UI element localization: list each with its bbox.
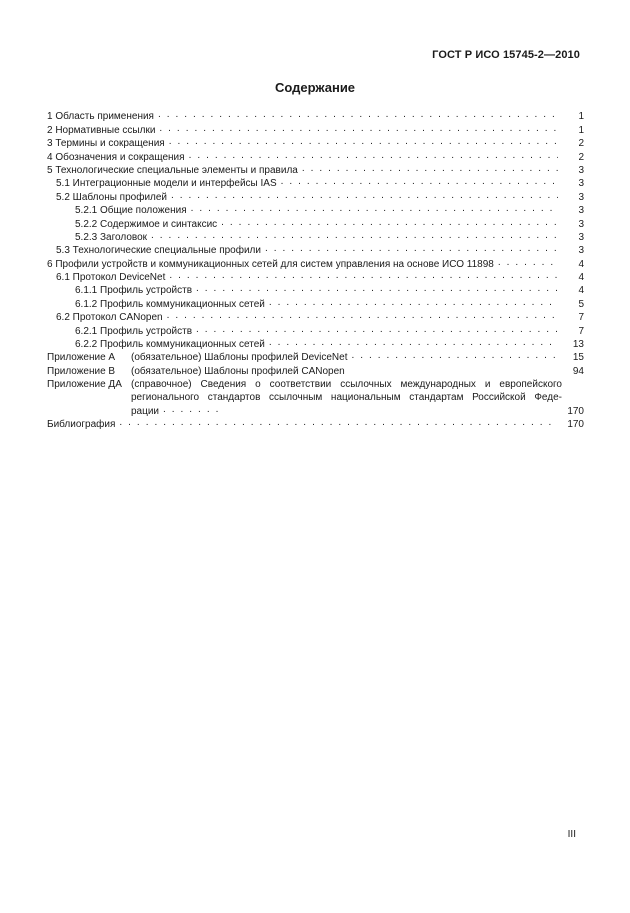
leader-dots	[169, 138, 558, 148]
leader-dots	[269, 339, 558, 349]
toc-entry[interactable]	[47, 244, 584, 257]
appendix-key: Приложение ДА	[47, 378, 122, 390]
toc-entry-page: 2	[578, 138, 584, 150]
toc-entry-label: 1 Область применения	[47, 111, 154, 123]
appendix-title-line: (справочное) Сведения о соответствии ссылочных международных и европейского	[131, 378, 562, 390]
leader-dots	[191, 205, 558, 215]
toc-entry[interactable]	[47, 231, 584, 244]
toc-entry-label: 5.1 Интеграционные модели и интерфейсы IAS	[56, 178, 277, 190]
toc-entry-label: 6.2.1 Профиль устройств	[75, 325, 193, 337]
toc-entry-page: 2	[578, 151, 584, 163]
toc-appendix-b[interactable]	[47, 364, 584, 377]
appendix-page: 15	[572, 352, 584, 364]
appendix-title-line: регионального стандартов ссылочным национальным стандартам Российской Феде-	[131, 392, 562, 404]
toc-entry-label: 6.2 Протокол CANopen	[56, 312, 163, 324]
leader-dots	[151, 232, 558, 242]
leader-dots	[302, 165, 558, 175]
toc-entry[interactable]	[47, 284, 584, 297]
toc-entry-label: 6 Профили устройств и коммуникационных сетей для систем управления на основе ИСО 11898	[47, 258, 494, 270]
toc-entry-label: 5.2.2 Содержимое и синтаксис	[75, 218, 218, 230]
leader-dots	[221, 219, 558, 229]
toc-entry-label: 3 Термины и сокращения	[47, 138, 165, 150]
toc-entry-label: 5.2.3 Заголовок	[75, 231, 148, 243]
toc-title: Содержание	[274, 80, 356, 95]
appendix-title: (обязательное) Шаблоны профилей DeviceNet	[131, 352, 348, 364]
appendix-key: Приложение В	[47, 365, 116, 377]
leader-dots	[196, 285, 558, 295]
table-of-contents	[47, 110, 584, 431]
toc-entry-label: 4 Обозначения и сокращения	[47, 151, 185, 163]
leader-dots	[281, 178, 558, 188]
toc-entry-page: 3	[578, 205, 584, 217]
toc-entry-page: 170	[567, 419, 584, 431]
toc-entry-page: 3	[578, 231, 584, 243]
toc-entry-page: 7	[578, 325, 584, 337]
toc-entry-page: 3	[578, 245, 584, 257]
toc-entry-label: 5.2 Шаблоны профилей	[56, 191, 168, 203]
appendix-title-line: рации	[131, 405, 160, 417]
toc-entry[interactable]	[47, 324, 584, 337]
toc-bibliography[interactable]	[47, 418, 584, 431]
appendix-key: Приложение А	[47, 352, 116, 364]
toc-entry-label: 6.1.1 Профиль устройств	[75, 285, 193, 297]
leader-dots	[351, 352, 558, 362]
leader-dots	[167, 312, 558, 322]
toc-entry-label: 5.2.1 Общие положения	[75, 205, 187, 217]
toc-entry[interactable]	[47, 311, 584, 324]
toc-entry-page: 13	[572, 339, 584, 351]
leader-dots	[163, 406, 558, 416]
toc-entry[interactable]	[47, 217, 584, 230]
toc-entry-page: 5	[578, 298, 584, 310]
toc-entry-page: 4	[578, 285, 584, 297]
toc-entry[interactable]	[47, 257, 584, 270]
toc-entry-page: 4	[578, 272, 584, 284]
toc-appendix-da[interactable]	[47, 378, 584, 418]
appendix-title: (обязательное) Шаблоны профилей CANopen	[131, 365, 345, 377]
leader-dots	[119, 419, 558, 429]
toc-entry-label: 2 Нормативные ссылки	[47, 124, 156, 136]
toc-entry-page: 4	[578, 258, 584, 270]
leader-dots	[196, 326, 558, 336]
leader-dots	[189, 152, 558, 162]
leader-dots	[159, 125, 558, 135]
toc-entry[interactable]	[47, 110, 584, 123]
toc-entry-label: Библиография	[47, 419, 116, 431]
toc-appendix-a[interactable]	[47, 351, 584, 364]
leader-dots	[498, 259, 558, 269]
toc-entry-label: 5.3 Технологические специальные профили	[56, 245, 261, 257]
toc-entry-page: 3	[578, 164, 584, 176]
leader-dots	[269, 299, 558, 309]
leader-dots	[265, 245, 558, 255]
toc-entry-page: 1	[578, 111, 584, 123]
toc-entry-label: 5 Технологические специальные элементы и правила	[47, 164, 298, 176]
leader-dots	[171, 192, 558, 202]
toc-entry[interactable]	[47, 137, 584, 150]
toc-entry-page: 1	[578, 124, 584, 136]
toc-entry-label: 6.1.2 Профиль коммуникационных сетей	[75, 298, 265, 310]
toc-entry-page: 3	[578, 191, 584, 203]
leader-dots	[169, 272, 558, 282]
page-number: III	[567, 829, 576, 840]
toc-entry-label: 6.1 Протокол DeviceNet	[56, 272, 166, 284]
toc-entry-page: 3	[578, 218, 584, 230]
toc-entry[interactable]	[47, 123, 584, 136]
toc-entry-page: 7	[578, 312, 584, 324]
toc-entry[interactable]	[47, 204, 584, 217]
toc-entry[interactable]	[47, 190, 584, 203]
toc-entry[interactable]	[47, 297, 584, 310]
appendix-page: 170	[567, 405, 584, 417]
toc-entry-page: 3	[578, 178, 584, 190]
appendix-page: 94	[572, 365, 584, 377]
toc-entry[interactable]	[47, 150, 584, 163]
toc-entry[interactable]	[47, 338, 584, 351]
toc-entry-label: 6.2.2 Профиль коммуникационных сетей	[75, 339, 265, 351]
document-code: ГОСТ Р ИСО 15745-2—2010	[432, 49, 580, 61]
toc-entry[interactable]	[47, 271, 584, 284]
toc-entry[interactable]	[47, 164, 584, 177]
toc-entry[interactable]	[47, 177, 584, 190]
leader-dots	[158, 111, 558, 121]
